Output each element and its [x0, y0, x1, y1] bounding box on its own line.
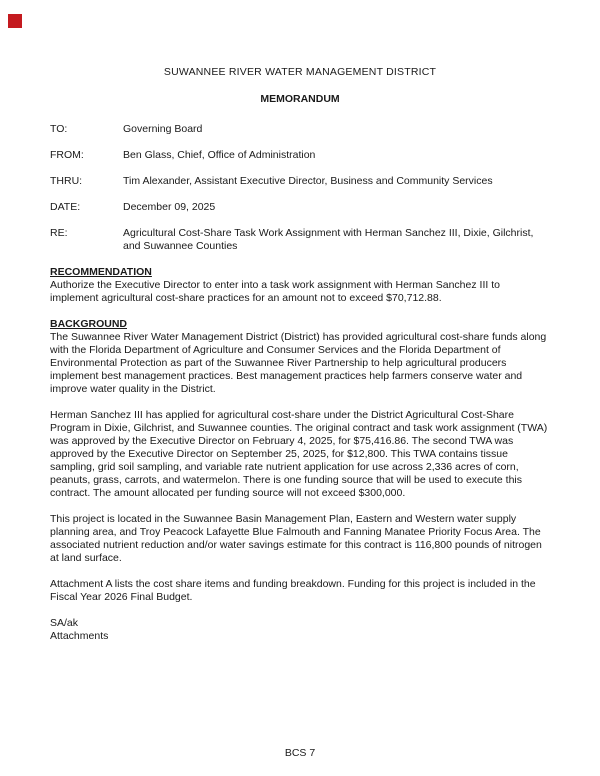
meta-row-re: [50, 227, 550, 253]
meta-row-thru: [50, 175, 550, 188]
background-paragraph-2: Herman Sanchez III has applied for agricultural cost-share under the District Agricultural Cost-Share Program in Dixie, Gilchrist, and Suwannee counties. The original contract and task work assignment (TWA) was approved by the Executive Director on February 4, 2025, for $75,416.86. The second TWA was approved by the Executive Director on September 25, 2025, for $12,800. This TWA contains tissue sampling, grid soil sampling, and variable rate nutrient application for use across 2,336 acres of corn, peanuts, grass, carrots, and watermelon. There is one funding source that will be used to execute this contract. The amount allocated per funding source will not exceed $300,000.: [50, 409, 548, 499]
meta-label-date: DATE:: [50, 201, 81, 213]
meta-label-re: RE:: [50, 227, 68, 239]
meta-label-to: TO:: [50, 123, 68, 135]
organization-title: SUWANNEE RIVER WATER MANAGEMENT DISTRICT: [163, 66, 437, 78]
meta-label-thru: THRU:: [50, 175, 83, 187]
meta-value-date: December 09, 2025: [123, 201, 216, 213]
meta-value-from: Ben Glass, Chief, Office of Administration: [123, 149, 316, 161]
meta-row-date: [50, 201, 550, 214]
red-square-marker: [8, 14, 22, 28]
author-initials: SA/ak: [50, 617, 79, 629]
section-background: [50, 318, 550, 604]
meta-value-to: Governing Board: [123, 123, 203, 135]
background-paragraph-4: Attachment A lists the cost share items and funding breakdown. Funding for this project is included in the Fiscal Year 2026 Final Budget.: [50, 578, 536, 603]
background-paragraph-3: This project is located in the Suwannee Basin Management Plan, Eastern and Western water supply planning area, and Troy Peacock Lafayette Blue Falmouth and Fanning Manatee Priority Focus Area. The associated nutrient reduction and/or water savings estimate for this contract is 116,800 pounds of nitrogen at land surface.: [50, 513, 542, 564]
background-paragraph-1: The Suwannee River Water Management District (District) has provided agricultural cost-share funds along with the Florida Department of Agriculture and Consumer Services and the Florida Department of Environmental Protection as part of the Suwannee River Partnership to help agricultural producers implement best management practices. Best management practices help farmers conserve water and improve water quality in the District.: [50, 331, 547, 395]
page-number-label: BCS 7: [284, 747, 316, 759]
meta-row-to: [50, 123, 550, 136]
recommendation-heading: RECOMMENDATION: [50, 266, 152, 278]
section-recommendation: [50, 266, 550, 305]
recommendation-paragraph: Authorize the Executive Director to enter into a task work assignment with Herman Sanchez III to implement agricultural cost-share practices for an amount not to exceed $70,712.88.: [50, 279, 500, 304]
memorandum-page: [50, 66, 550, 643]
page-footer: [0, 747, 600, 760]
attachments-note: Attachments: [50, 630, 109, 642]
document-type-heading: MEMORANDUM: [260, 93, 340, 105]
memo-meta-block: [50, 123, 550, 253]
signature-block: [50, 617, 550, 643]
meta-label-from: FROM:: [50, 149, 84, 161]
meta-value-thru: Tim Alexander, Assistant Executive Director, Business and Community Services: [123, 175, 493, 187]
meta-row-from: [50, 149, 550, 162]
meta-value-re: Agricultural Cost-Share Task Work Assignment with Herman Sanchez III, Dixie, Gilchrist, and Suwannee Counties: [123, 227, 534, 252]
background-heading: BACKGROUND: [50, 318, 127, 330]
